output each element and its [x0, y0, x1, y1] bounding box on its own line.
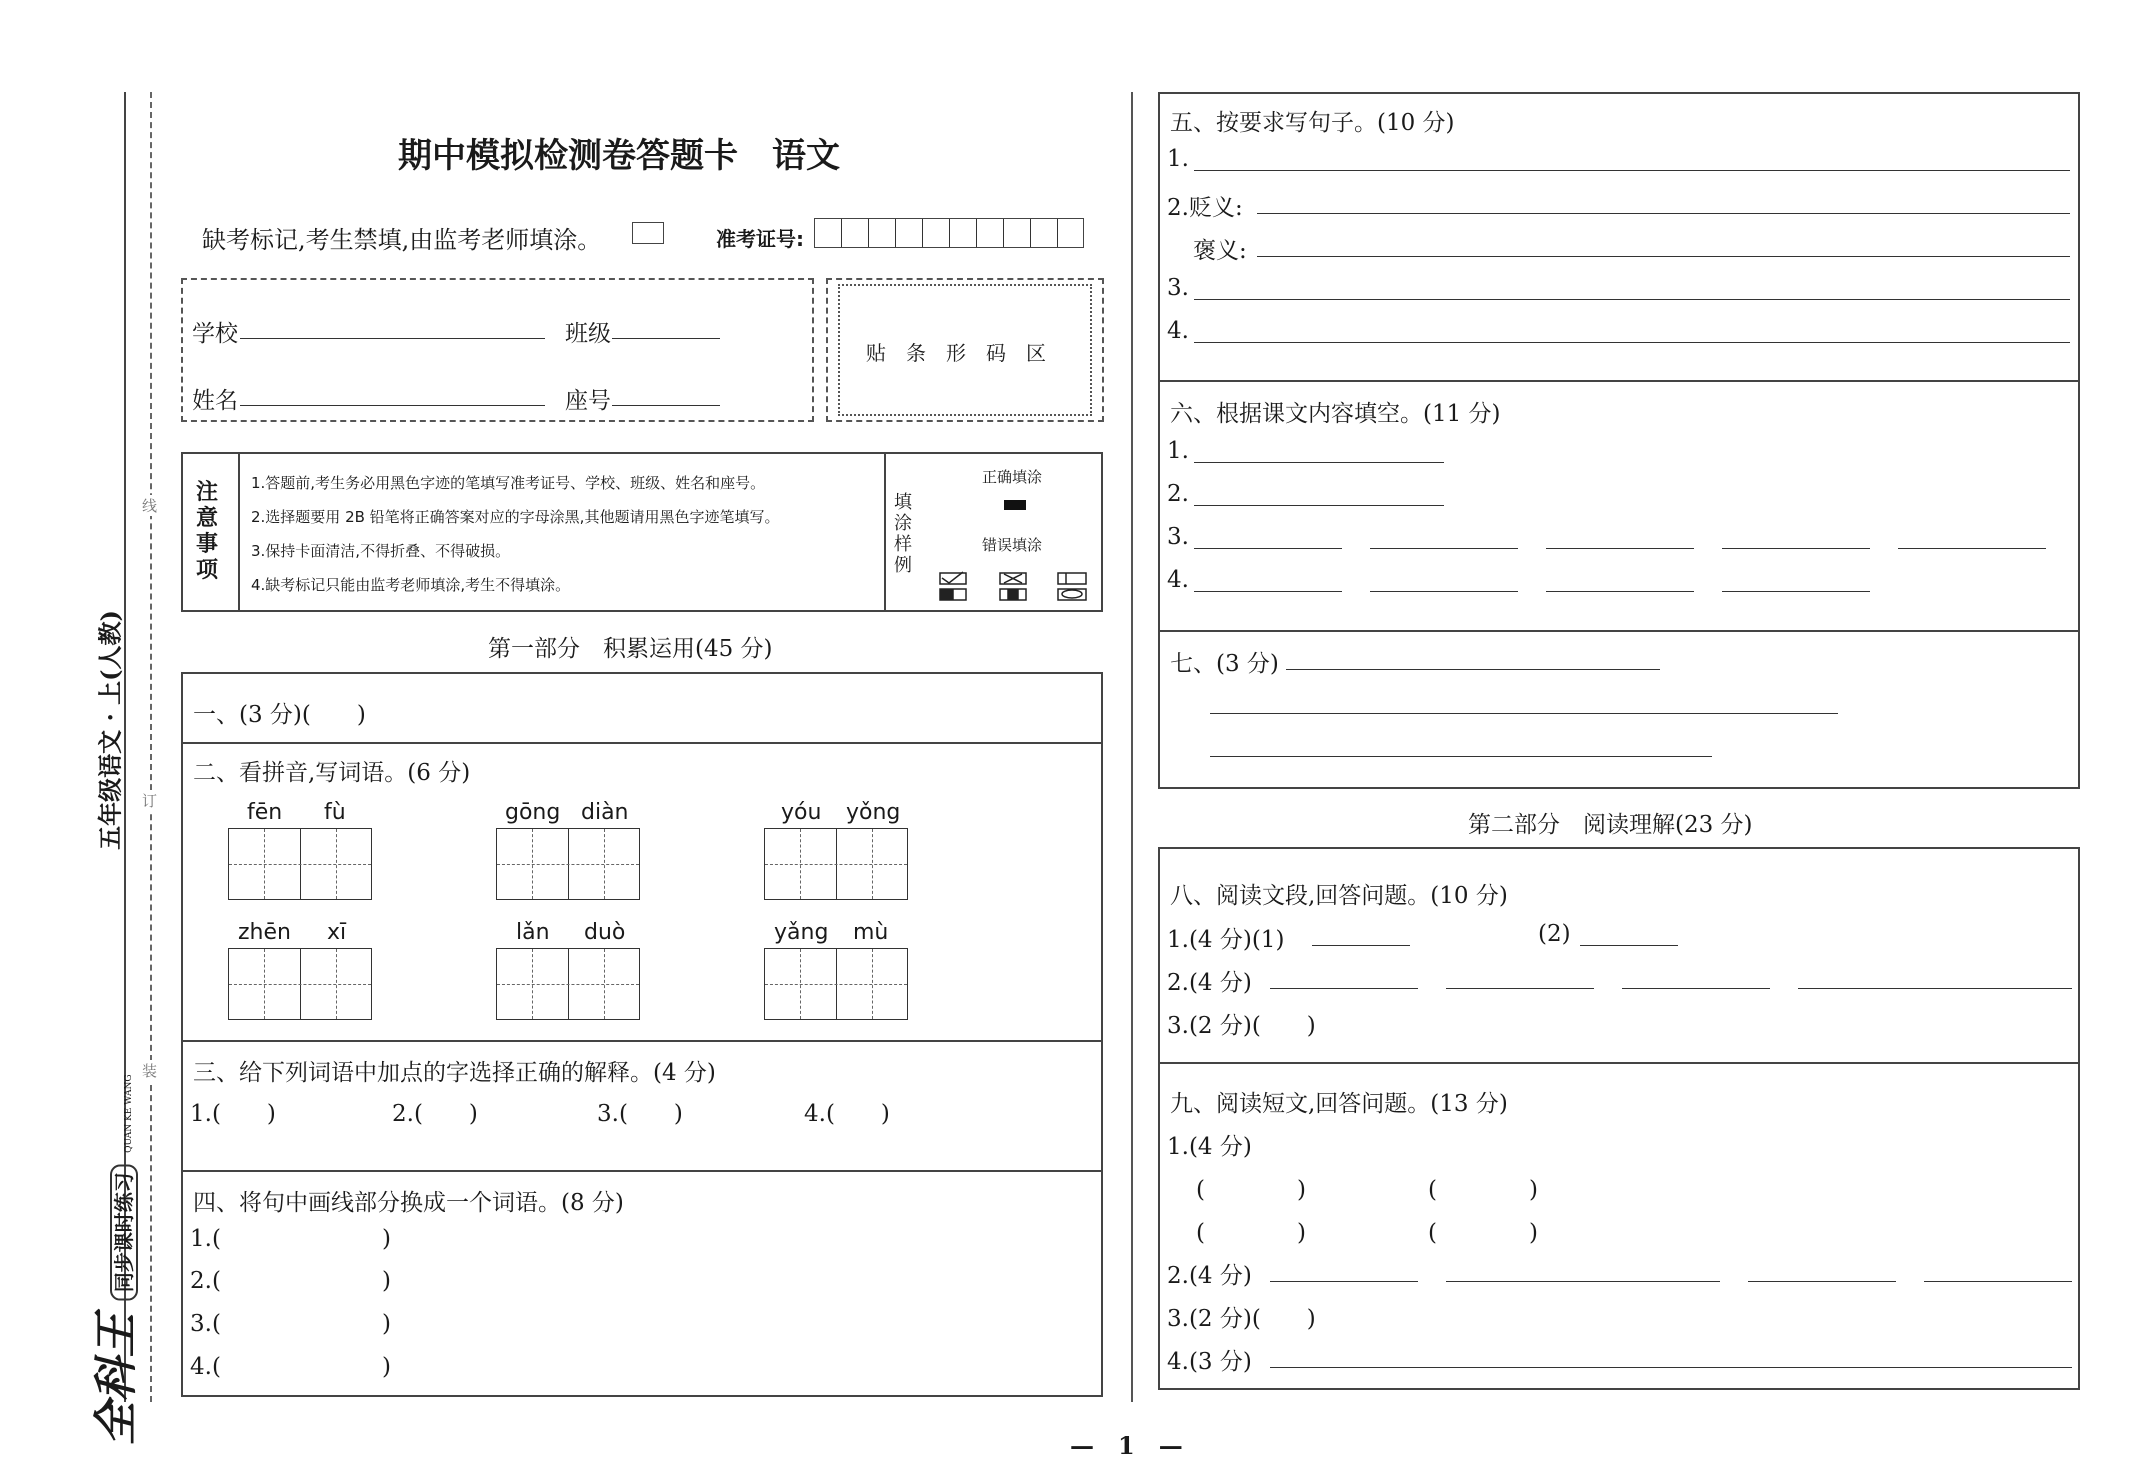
- q5-answer-line[interactable]: [1257, 256, 2070, 257]
- name-label: 姓名: [192, 388, 238, 414]
- part2-title: 第二部分 阅读理解(23 分): [1468, 812, 1753, 838]
- brand-logo: [80, 1074, 144, 1445]
- q9-paren[interactable]: ( ): [1428, 1177, 1538, 1203]
- school-label: 学校: [192, 321, 238, 347]
- q9-answer-line[interactable]: [1748, 1281, 1896, 1282]
- binding-mark-zhuang: 装: [142, 1062, 158, 1080]
- q7-answer-line[interactable]: [1286, 669, 1660, 670]
- q4-answer[interactable]: 3.(: [190, 1311, 221, 1337]
- exam-no-boxes[interactable]: [814, 218, 1084, 248]
- page-number: — 1 —: [1070, 1431, 1183, 1460]
- q3-answer[interactable]: 3.( ): [597, 1101, 683, 1127]
- q5-answer-line[interactable]: [1194, 170, 2070, 171]
- q6-answer-line[interactable]: [1546, 591, 1694, 592]
- q7-answer-line[interactable]: [1210, 756, 1712, 757]
- sample-title: 填涂样例: [894, 492, 912, 576]
- writing-grid[interactable]: [228, 948, 372, 1020]
- q6-answer-line[interactable]: [1722, 591, 1870, 592]
- notice-item: 4.缺考标记只能由监考老师填涂,考生不得填涂。: [251, 576, 571, 594]
- pinyin: fēn: [247, 800, 283, 825]
- pinyin: fù: [324, 800, 346, 825]
- q2-divider: [181, 1040, 1103, 1042]
- pinyin: duò: [584, 920, 626, 945]
- q5-item: 3.: [1167, 275, 1189, 301]
- q3-answer[interactable]: 1.( ): [190, 1101, 276, 1127]
- pinyin: diàn: [581, 800, 629, 825]
- brand-sub: 同步课时练习: [110, 1164, 138, 1300]
- wrong-fill-label: 错误填涂: [982, 536, 1043, 554]
- q6-answer-line[interactable]: [1194, 505, 1444, 506]
- q7-title: 七、(3 分): [1170, 651, 1279, 677]
- class-field[interactable]: [612, 338, 720, 339]
- q6-item: 3.: [1167, 524, 1189, 550]
- binding-mark-xian: 线: [142, 497, 158, 515]
- q4-answer[interactable]: 1.(: [190, 1226, 221, 1252]
- pinyin: lǎn: [516, 920, 550, 945]
- notice-item: 3.保持卡面清洁,不得折叠、不得破损。: [251, 542, 511, 560]
- q9-title: 九、阅读短文,回答问题。(13 分): [1170, 1091, 1508, 1117]
- exam-no-label: 准考证号:: [716, 227, 804, 251]
- writing-grid[interactable]: [764, 948, 908, 1020]
- q4-close: ): [382, 1311, 391, 1337]
- q6-answer-line[interactable]: [1898, 548, 2046, 549]
- page-title: 期中模拟检测卷答题卡 语文: [398, 136, 840, 176]
- q9-paren[interactable]: ( ): [1428, 1220, 1538, 1246]
- q8-answer-line[interactable]: [1622, 988, 1770, 989]
- school-field[interactable]: [240, 338, 545, 339]
- q9-answer-line[interactable]: [1924, 1281, 2072, 1282]
- absent-mark-box[interactable]: [632, 222, 664, 244]
- name-field[interactable]: [240, 405, 545, 406]
- q5-item: 2.贬义:: [1167, 195, 1243, 221]
- q5-title: 五、按要求写句子。(10 分): [1170, 110, 1455, 136]
- absent-note: 缺考标记,考生禁填,由监考老师填涂。: [202, 226, 602, 254]
- q4-answer[interactable]: 2.(: [190, 1268, 221, 1294]
- q9-paren[interactable]: ( ): [1196, 1220, 1306, 1246]
- q6-answer-line[interactable]: [1194, 591, 1342, 592]
- seat-label: 座号: [565, 388, 611, 414]
- q1-label: 一、(3 分)( ): [193, 702, 366, 728]
- q6-item: 1.: [1167, 438, 1189, 464]
- q8-a1b: (2): [1538, 921, 1571, 947]
- correct-fill-sample: [1004, 500, 1026, 510]
- pinyin: yóu: [781, 800, 822, 825]
- q8-answer-line[interactable]: [1312, 945, 1410, 946]
- writing-grid[interactable]: [764, 828, 908, 900]
- writing-grid[interactable]: [228, 828, 372, 900]
- q4-title: 四、将句中画线部分换成一个词语。(8 分): [193, 1190, 624, 1216]
- student-info-box: [181, 278, 814, 422]
- pinyin: yǒng: [846, 800, 901, 825]
- q4-answer[interactable]: 4.(: [190, 1354, 221, 1380]
- q9-a4: 4.(3 分): [1167, 1349, 1252, 1375]
- pinyin: zhēn: [238, 920, 291, 945]
- pinyin: xī: [327, 920, 347, 945]
- center-divider: [1131, 92, 1133, 1402]
- q6-answer-line[interactable]: [1194, 548, 1342, 549]
- q5-divider: [1158, 380, 2080, 382]
- binding-mark-ding: 订: [142, 792, 158, 810]
- q5-item: 1.: [1167, 146, 1189, 172]
- pinyin: yǎng: [774, 920, 829, 945]
- q8-answer-line[interactable]: [1580, 945, 1678, 946]
- q7-answer-line[interactable]: [1210, 713, 1838, 714]
- q5-answer-line[interactable]: [1257, 213, 2070, 214]
- q4-close: ): [382, 1354, 391, 1380]
- q5-item: 4.: [1167, 318, 1189, 344]
- q3-title: 三、给下列词语中加点的字选择正确的解释。(4 分): [193, 1060, 716, 1086]
- q2-title: 二、看拼音,写词语。(6 分): [193, 760, 471, 786]
- q3-divider: [181, 1170, 1103, 1172]
- writing-grid[interactable]: [496, 948, 640, 1020]
- q6-answer-line[interactable]: [1370, 591, 1518, 592]
- wrong-fill-samples: [936, 570, 1096, 604]
- correct-fill-label: 正确填涂: [982, 468, 1043, 486]
- q9-answer-line[interactable]: [1270, 1367, 2072, 1368]
- class-label: 班级: [565, 321, 611, 347]
- seat-field[interactable]: [612, 405, 720, 406]
- q6-title: 六、根据课文内容填空。(11 分): [1170, 401, 1501, 427]
- q5-answer-line[interactable]: [1194, 299, 2070, 300]
- q8-a1: 1.(4 分)(1): [1167, 927, 1285, 953]
- q6-item: 4.: [1167, 567, 1189, 593]
- q3-answer[interactable]: 2.( ): [392, 1101, 478, 1127]
- notice-col-divider: [238, 452, 240, 612]
- q5-answer-line[interactable]: [1194, 342, 2070, 343]
- q8-a2: 2.(4 分): [1167, 970, 1252, 996]
- notice-item: 1.答题前,考生务必用黑色字迹的笔填写准考证号、学校、班级、姓名和座号。: [251, 474, 766, 492]
- sample-col-divider: [884, 452, 886, 612]
- binding-dashed-line: [150, 92, 152, 1402]
- q8-divider: [1158, 1062, 2080, 1064]
- q6-divider: [1158, 630, 2080, 632]
- q3-answer[interactable]: 4.( ): [804, 1101, 890, 1127]
- q1-divider: [181, 742, 1103, 744]
- q9-a1: 1.(4 分): [1167, 1134, 1252, 1160]
- q6-answer-line[interactable]: [1722, 548, 1870, 549]
- part1-title: 第一部分 积累运用(45 分): [488, 636, 773, 662]
- brand-pinyin: QUAN KE WANG: [124, 1074, 134, 1153]
- q5-item: 褒义:: [1193, 238, 1247, 264]
- q9-paren[interactable]: ( ): [1196, 1177, 1306, 1203]
- q6-answer-line[interactable]: [1194, 462, 1444, 463]
- brand-main: 全科王: [91, 1313, 142, 1446]
- q9-answer-line[interactable]: [1270, 1281, 1418, 1282]
- q4-close: ): [382, 1268, 391, 1294]
- notice-title: 注意事项: [196, 480, 219, 583]
- q4-close: ): [382, 1226, 391, 1252]
- q6-item: 2.: [1167, 481, 1189, 507]
- writing-grid[interactable]: [496, 828, 640, 900]
- q5-q7-box: [1158, 92, 2080, 789]
- barcode-label: 贴 条 形 码 区: [866, 341, 1046, 365]
- grade-label: 五年级语文 · 上(人教): [95, 610, 125, 850]
- q8-title: 八、阅读文段,回答问题。(10 分): [1170, 883, 1508, 909]
- q6-answer-line[interactable]: [1546, 548, 1694, 549]
- q9-answer-line[interactable]: [1446, 1281, 1720, 1282]
- q9-a2: 2.(4 分): [1167, 1263, 1252, 1289]
- q8-answer-line[interactable]: [1446, 988, 1594, 989]
- q8-a3[interactable]: 3.(2 分)( ): [1167, 1013, 1316, 1039]
- q6-answer-line[interactable]: [1370, 548, 1518, 549]
- pinyin: gōng: [505, 800, 561, 825]
- pinyin: mù: [853, 920, 889, 945]
- notice-item: 2.选择题要用 2B 铅笔将正确答案对应的字母涂黑,其他题请用黑色字迹笔填写。: [251, 508, 780, 526]
- q8-answer-line[interactable]: [1798, 988, 2072, 989]
- q8-answer-line[interactable]: [1270, 988, 1418, 989]
- q9-a3[interactable]: 3.(2 分)( ): [1167, 1306, 1316, 1332]
